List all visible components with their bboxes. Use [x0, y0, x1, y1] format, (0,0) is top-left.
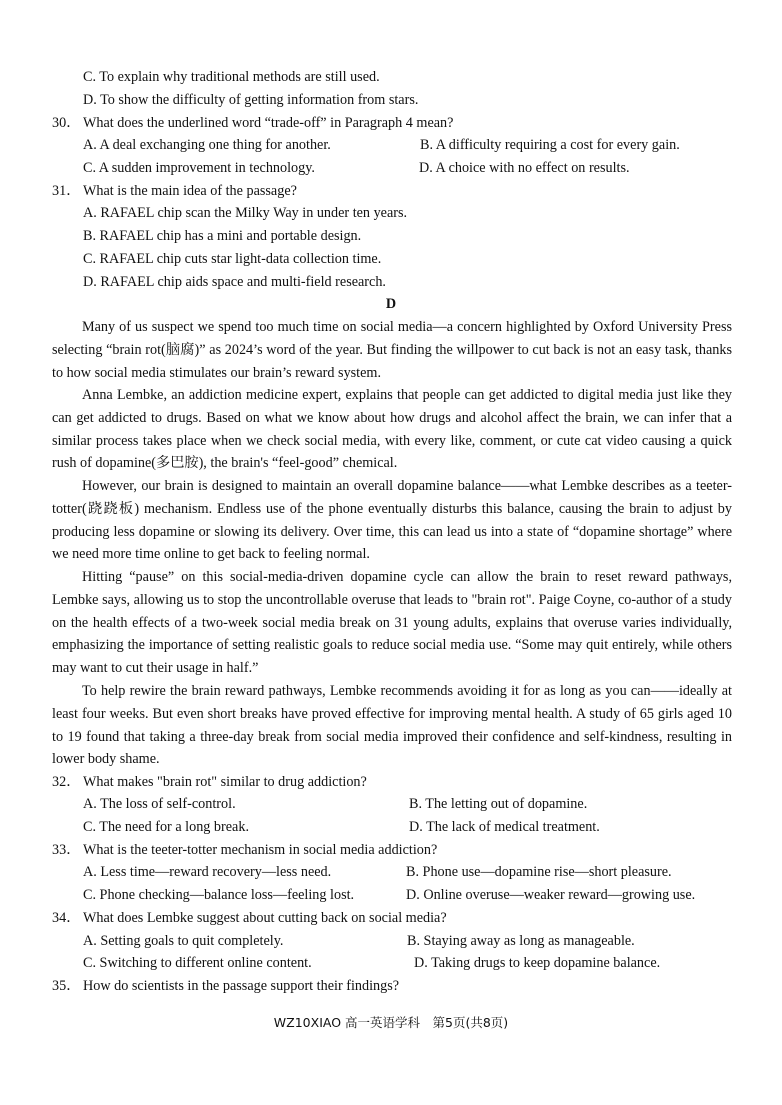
q31-option-a: A. RAFAEL chip scan the Milky Way in under ten years.: [83, 205, 408, 221]
passage-paragraph-3: However, our brain is designed to maintain an overall dopamine balance——what Lembke describes as a teeter-totter(跷跷板) mechanism. Endless use of the phone eventually disturbs this balance, causing the brain to adjust by producing less dopamine or slowing its delivery. Over time, this can lead us into a state of “dopamine shortage” where we need more time online to get back to feeling normal.: [52, 478, 732, 563]
q34-option-b: B. Staying away as long as manageable.: [407, 933, 635, 949]
q32-number: 32．: [52, 774, 81, 790]
q33-number: 33．: [52, 842, 81, 858]
passage-paragraph-2: Anna Lembke, an addiction medicine expert, explains that people can get addicted to digital media just like they can get addicted to drugs. Based on what we know about how drugs and alcohol affect the brain, we can infer that a similar process takes place when we check social media, with every like, comment, or cute cat video causing a quick rush of dopamine(多巴胺), the brain's “feel-good” chemical.: [52, 387, 732, 472]
passage-paragraph-1: Many of us suspect we spend too much time on social media—a concern highlighted by Oxford University Press selecting “brain rot(脑腐)” as 2024’s word of the year. But finding the willpower to cut back is not an easy task, thanks to how social media stimulates our brain’s reward system.: [52, 319, 732, 381]
q33-option-d: D. Online overuse—weaker reward—growing use.: [406, 887, 696, 903]
q30-option-c: C. A sudden improvement in technology.: [83, 160, 315, 176]
q32-option-b: B. The letting out of dopamine.: [409, 796, 588, 812]
q30-option-a: A. A deal exchanging one thing for another.: [83, 137, 331, 153]
q33-option-c: C. Phone checking—balance loss—feeling lost.: [83, 887, 355, 903]
q31-option-b: B. RAFAEL chip has a mini and portable design.: [83, 228, 362, 244]
q29-option-c: C. To explain why traditional methods are still used.: [83, 69, 380, 85]
passage-paragraph-4: Hitting “pause” on this social-media-driven dopamine cycle can allow the brain to reset reward pathways, Lembke says, allowing us to stop the uncontrollable overuse that leads to "brain rot". Paige Coyne, co-author of a study on the health effects of a two-week social media break on 31 young adults, explains that overuse varies individually, emphasizing the importance of setting realistic goals to reduce social media use. “Some may quit entirely, while others may want to cut their usage in half.”: [52, 569, 732, 677]
q33-option-b: B. Phone use—dopamine rise—short pleasure.: [406, 864, 672, 880]
passage-paragraph-5: To help rewire the brain reward pathways, Lembke recommends avoiding it for as long as you can——ideally at least four weeks. But even short breaks have proved effective for improving mental health. A study of 65 girls aged 10 to 19 found that taking a three-day break from social media improved their confidence and self-kindness, resulting in lower body shame.: [52, 683, 732, 768]
q32-question: What makes "brain rot" similar to drug addiction?: [83, 774, 367, 790]
q34-number: 34．: [52, 910, 81, 926]
q34-option-a: A. Setting goals to quit completely.: [83, 933, 284, 949]
q32-option-c: C. The need for a long break.: [83, 819, 249, 835]
q31-option-d: D. RAFAEL chip aids space and multi-field research.: [83, 274, 386, 290]
q32-option-a: A. The loss of self-control.: [83, 796, 236, 812]
q35-number: 35．: [52, 978, 81, 994]
q29-option-d: D. To show the difficulty of getting information from stars.: [83, 92, 419, 108]
q30-question: What does the underlined word “trade-off” in Paragraph 4 mean?: [83, 115, 454, 131]
q34-option-c: C. Switching to different online content.: [83, 955, 312, 971]
q30-number: 30．: [52, 115, 81, 131]
q31-number: 31．: [52, 183, 81, 199]
q30-option-d: D. A choice with no effect on results.: [419, 160, 630, 176]
q33-question: What is the teeter-totter mechanism in social media addiction?: [83, 842, 438, 858]
q30-option-b: B. A difficulty requiring a cost for every gain.: [420, 137, 680, 153]
q34-question: What does Lembke suggest about cutting back on social media?: [83, 910, 447, 926]
q33-option-a: A. Less time—reward recovery—less need.: [83, 864, 332, 880]
q32-option-d: D. The lack of medical treatment.: [409, 819, 600, 835]
q35-question: How do scientists in the passage support their findings?: [83, 978, 400, 994]
page-footer: WZ10XIAO 高一英语学科 第5页(共8页): [273, 1015, 509, 1030]
q31-question: What is the main idea of the passage?: [83, 183, 297, 199]
section-heading: D: [385, 296, 397, 312]
q31-option-c: C. RAFAEL chip cuts star light-data collection time.: [83, 251, 382, 267]
q34-option-d: D. Taking drugs to keep dopamine balance.: [414, 955, 661, 971]
